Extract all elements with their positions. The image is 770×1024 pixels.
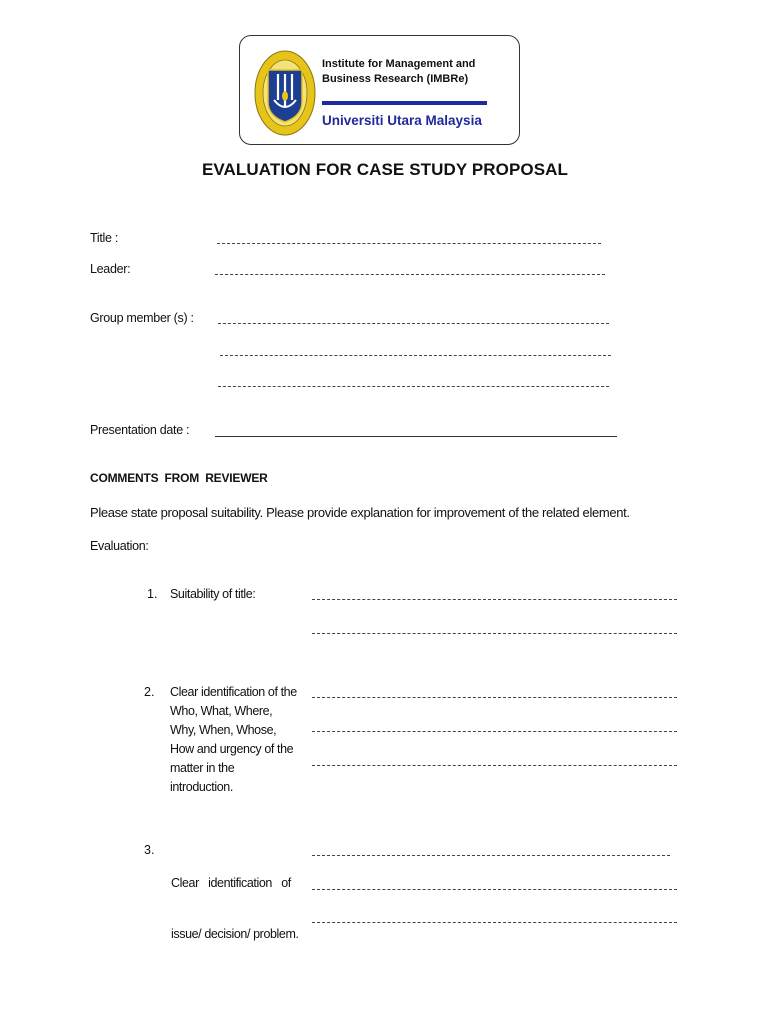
group-members-label: Group member (s) : [90, 311, 194, 325]
group-member-field-2[interactable] [220, 355, 611, 356]
item-3-line: Clear identification of [171, 876, 291, 890]
presentation-date-field[interactable] [215, 436, 617, 437]
presentation-date-label: Presentation date : [90, 423, 190, 437]
item-3-text [171, 841, 299, 960]
title-field[interactable] [217, 243, 601, 244]
item-2-line: introduction. [170, 780, 233, 794]
item-1-answer-line-2[interactable] [312, 633, 677, 634]
item-1-answer-line-1[interactable] [312, 599, 677, 600]
leader-label: Leader: [90, 262, 131, 276]
item-2-number: 2. [144, 685, 155, 699]
group-member-field-3[interactable] [218, 386, 609, 387]
item-2-line: Why, When, Whose, [170, 723, 277, 737]
item-3-line: issue/ decision/ problem. [171, 927, 299, 941]
university-name: Universiti Utara Malaysia [322, 113, 482, 128]
institute-line-1: Institute for Management and [322, 58, 476, 70]
item-2-text [170, 683, 297, 797]
uum-crest-icon [254, 50, 316, 136]
title-label: Title : [90, 231, 118, 245]
item-2-line: How and urgency of the [170, 742, 294, 756]
item-3-answer-line-3[interactable] [312, 922, 677, 923]
item-2-answer-line-2[interactable] [312, 731, 677, 732]
item-3-answer-line-2[interactable] [312, 889, 677, 890]
reviewer-instruction: Please state proposal suitability. Please provide explanation for improvement of the related element. [90, 505, 630, 520]
item-2-line: Who, What, Where, [170, 704, 273, 718]
document-title: EVALUATION FOR CASE STUDY PROPOSAL [201, 160, 569, 179]
leader-field[interactable] [215, 274, 605, 275]
item-3-answer-line-1[interactable] [312, 855, 670, 856]
item-2-answer-line-1[interactable] [312, 697, 677, 698]
item-2-answer-line-3[interactable] [312, 765, 677, 766]
item-2-line: matter in the [170, 761, 235, 775]
institute-line-2: Business Research (IMBRe) [322, 73, 469, 85]
item-1-text: Suitability of title: [170, 587, 256, 601]
item-2-line: Clear identification of the [170, 685, 297, 699]
item-1-number: 1. [147, 587, 158, 601]
header-divider [322, 101, 487, 105]
evaluation-label: Evaluation: [90, 539, 149, 553]
reviewer-heading: COMMENTS FROM REVIEWER [90, 471, 268, 485]
group-member-field-1[interactable] [218, 323, 609, 324]
institute-name [322, 57, 475, 87]
item-3-number: 3. [144, 843, 155, 857]
